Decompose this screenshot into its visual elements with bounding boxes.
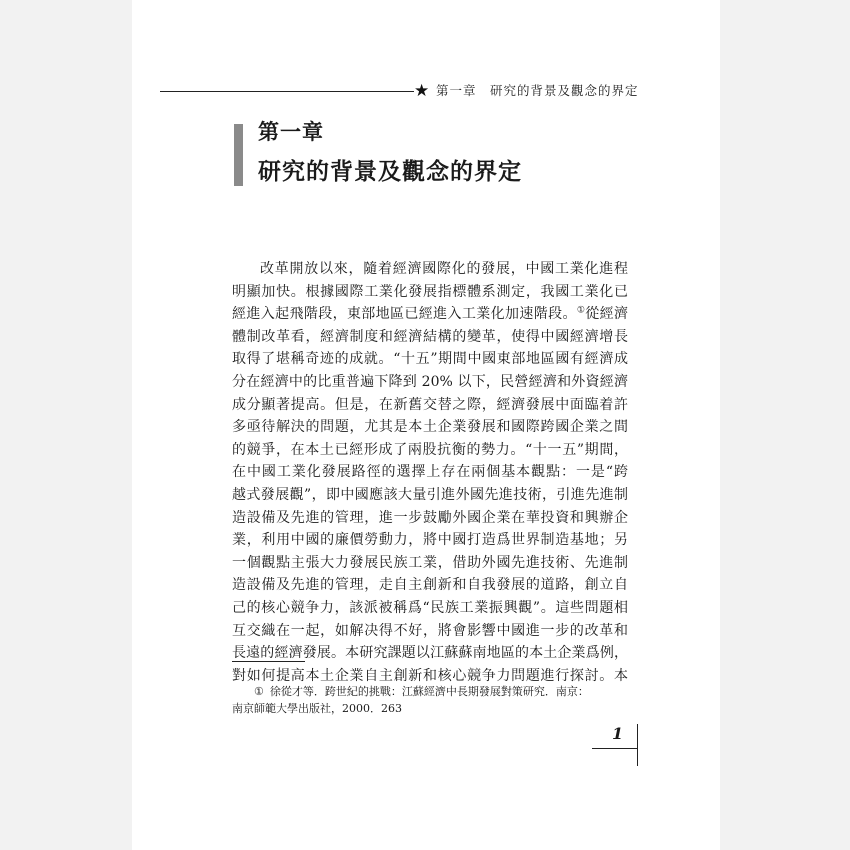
text-line: 取得了堪稱奇迹的成就。“十五”期間中國東部地區國有經濟成 bbox=[232, 351, 628, 368]
page-number-vertical-rule bbox=[637, 724, 638, 766]
text-line: 一個觀點主張大力發展民族工業，借助外國先進技術、先進制 bbox=[232, 554, 628, 571]
text-line: 的競爭，在本土已經形成了兩股抗衡的勢力。“十一五”期間， bbox=[232, 441, 628, 458]
footnote-mark: ① bbox=[254, 685, 264, 698]
text-line: 業，利用中國的廉價勞動力，將中國打造爲世界制造基地；另 bbox=[232, 532, 628, 549]
text-line: 體制改革看，經濟制度和經濟結構的變革，使得中國經濟增長 bbox=[232, 328, 628, 345]
footnote-line bbox=[232, 683, 628, 700]
text-line-segment: 從經濟 bbox=[585, 306, 629, 323]
text-line: 成分顯著提高。但是，在新舊交替之際，經濟發展中面臨着許 bbox=[232, 396, 628, 413]
text-line: 造設備及先進的管理，進一步鼓勵外國企業在華投資和興辦企 bbox=[232, 509, 628, 526]
text-line: 互交織在一起，如解决得不好，將會影響中國進一步的改革和 bbox=[232, 622, 628, 639]
header-rule bbox=[160, 91, 414, 92]
footnote-line: 南京師範大學出版社，2000．263 bbox=[232, 702, 402, 715]
text-line-with-footnote bbox=[232, 303, 628, 326]
star-icon: ★ bbox=[414, 81, 430, 101]
footnote-text: 徐從才等．跨世紀的挑戰：江蘇經濟中長期發展對策研究．南京： bbox=[269, 685, 589, 698]
chapter-number: 第一章 bbox=[258, 119, 324, 144]
text-line: 在中國工業化發展路徑的選擇上存在兩個基本觀點：一是“跨 bbox=[232, 464, 628, 481]
text-line: 越式發展觀”，即中國應該大量引進外國先進技術，引進先進制 bbox=[232, 486, 628, 503]
text-line: 長遠的經濟發展。本研究課題以江蘇蘇南地區的本土企業爲例， bbox=[232, 645, 628, 662]
page-number-horizontal-rule bbox=[592, 748, 638, 749]
text-line: 己的核心競争力，該派被稱爲“民族工業振興觀”。這些問題相 bbox=[232, 599, 628, 616]
text-line: 明顯加快。根據國際工業化發展指標體系測定，我國工業化已 bbox=[232, 283, 628, 300]
text-line: 造設備及先進的管理，走自主創新和自我發展的道路，創立自 bbox=[232, 577, 628, 594]
text-line: 多亟待解決的問題，尤其是本土企業發展和國際跨國企業之間 bbox=[232, 419, 628, 436]
footnote-rule bbox=[232, 661, 305, 662]
page-number: 1 bbox=[612, 724, 624, 743]
chapter-title: 研究的背景及觀念的界定 bbox=[258, 158, 522, 185]
body-paragraph bbox=[232, 258, 628, 687]
footnote-reference: ① bbox=[576, 305, 586, 316]
text-line: 改革開放以來，隨着經濟國際化的發展，中國工業化進程 bbox=[260, 261, 628, 277]
text-line-segment: 經進入起飛階段，東部地區已經進入工業化加速階段。 bbox=[232, 306, 577, 323]
running-header: 第一章 研究的背景及觀念的界定 bbox=[436, 83, 639, 98]
chapter-title-bar bbox=[234, 124, 243, 186]
text-line: 分在經濟中的比重普遍下降到 20% 以下，民營經濟和外資經濟 bbox=[232, 373, 628, 390]
text-line: 對如何提高本土企業自主創新和核心競争力問題進行探討。本 bbox=[232, 667, 628, 684]
footnote bbox=[232, 683, 628, 717]
